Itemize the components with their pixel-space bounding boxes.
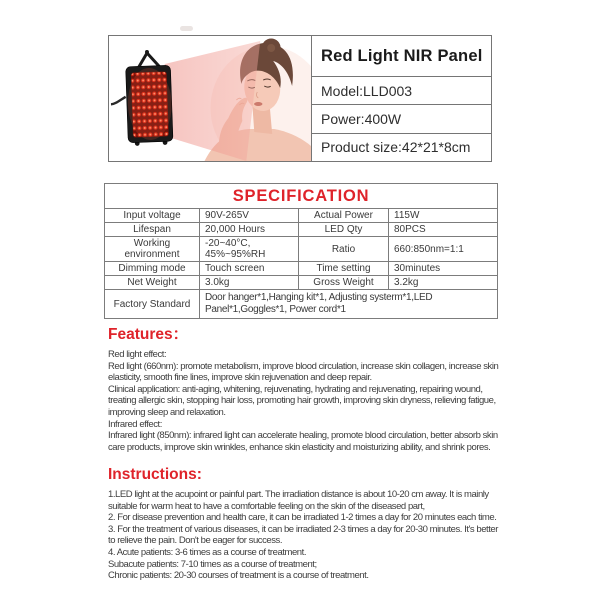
product-info-table [312, 36, 491, 161]
spec-label: Lifespan [105, 223, 200, 237]
table-row [105, 262, 498, 276]
feature-paragraph: Red light (660nm): promote metabolism, improve blood circulation, increase skin collagen, increase skin elasticity, smooth fine lines, improve skin rejuvenation and deep repair. [108, 360, 499, 384]
instruction-paragraph: Subacute patients: 7-10 times as a course of treatment; [108, 558, 317, 570]
table-row [105, 237, 498, 262]
print-artifact [180, 26, 193, 31]
spec-value: 3.0kg [200, 276, 299, 290]
instructions-heading: Instructions: [108, 466, 202, 483]
spec-label: Dimming mode [105, 262, 200, 276]
instruction-paragraph: 3. For the treatment of various diseases, it can be irradiated 2-3 times a day for 20-30 minutes. It's better to relieve the pain. Don't be eager for success. [108, 523, 498, 547]
spec-label: Time setting [299, 262, 389, 276]
feature-paragraph: Infrared effect: [108, 418, 162, 430]
spec-label: LED Qty [299, 223, 389, 237]
spec-value: 30minutes [389, 262, 498, 276]
spec-value: 20,000 Hours [200, 223, 299, 237]
features-heading: Features： [108, 326, 189, 343]
product-photo [109, 36, 312, 161]
table-row-title [105, 184, 498, 209]
table-row [105, 223, 498, 237]
spec-label: Input voltage [105, 209, 200, 223]
instruction-paragraph: 1.LED light at the acupoint or painful part. The irradiation distance is about 10-20 cm away. It is mainly suitable for warm heat to have a comfortable feeling on the skin of the diseased part, [108, 489, 489, 512]
spec-label: Gross Weight [299, 276, 389, 290]
features-section [108, 322, 502, 453]
feature-paragraph: Clinical application: anti-aging, whitening, rejuvenating, hydrating and rejuvenating, repairing wound, treating allergic skin, stopping hair loss, promoting hair growth, improving skin dryness, relieving fatigue, improving sleep and relaxation. [108, 383, 496, 418]
spec-value: 115W [389, 209, 498, 223]
spec-label: Factory Standard [105, 290, 200, 319]
spec-label: Net Weight [105, 276, 200, 290]
feature-paragraph: Infrared light (850nm): infrared light can accelerate healing, promote blood circulation, better absorb skin care products, improve skin wrinkles, enhance skin elasticity and moisturizing ability, and shrink pores. [108, 430, 498, 453]
spec-value: 80PCS [389, 223, 498, 237]
spec-value: 3.2kg [389, 276, 498, 290]
instruction-paragraph: Chronic patients: 20-30 courses of treatment is a course of treatment. [108, 570, 369, 582]
specification-heading: SPECIFICATION [105, 184, 498, 209]
spec-label: Actual Power [299, 209, 389, 223]
spec-label: Working environment [105, 237, 200, 262]
spec-value: Door hanger*1,Hanging kit*1, Adjusting systerm*1,LED Panel*1,Goggles*1, Power cord*1 [200, 290, 498, 319]
product-title: Red Light NIR Panel [312, 36, 491, 77]
product-power: Power:400W [312, 105, 491, 133]
spec-value: Touch screen [200, 262, 299, 276]
spec-value: -20~40°C, 45%~95%RH [200, 237, 299, 262]
spec-value: 660:850nm=1:1 [389, 237, 498, 262]
product-photo-illustration [109, 36, 311, 161]
product-header-table [108, 35, 492, 162]
spec-label: Ratio [299, 237, 389, 262]
specification-table [104, 183, 498, 319]
table-row [105, 276, 498, 290]
product-model: Model:LLD003 [312, 77, 491, 105]
table-row [105, 209, 498, 223]
product-size: Product size:42*21*8cm [321, 139, 471, 156]
instruction-paragraph: 4. Acute patients: 3-6 times as a course of treatment. [108, 546, 307, 558]
instruction-paragraph: 2. For disease prevention and health care, it can be irradiated 1-2 times a day for 20 minutes each time. [108, 512, 497, 524]
feature-paragraph: Red light effect: [108, 349, 167, 360]
instructions-section [108, 466, 502, 582]
spec-value: 90V-265V [200, 209, 299, 223]
table-row-factory [105, 290, 498, 319]
